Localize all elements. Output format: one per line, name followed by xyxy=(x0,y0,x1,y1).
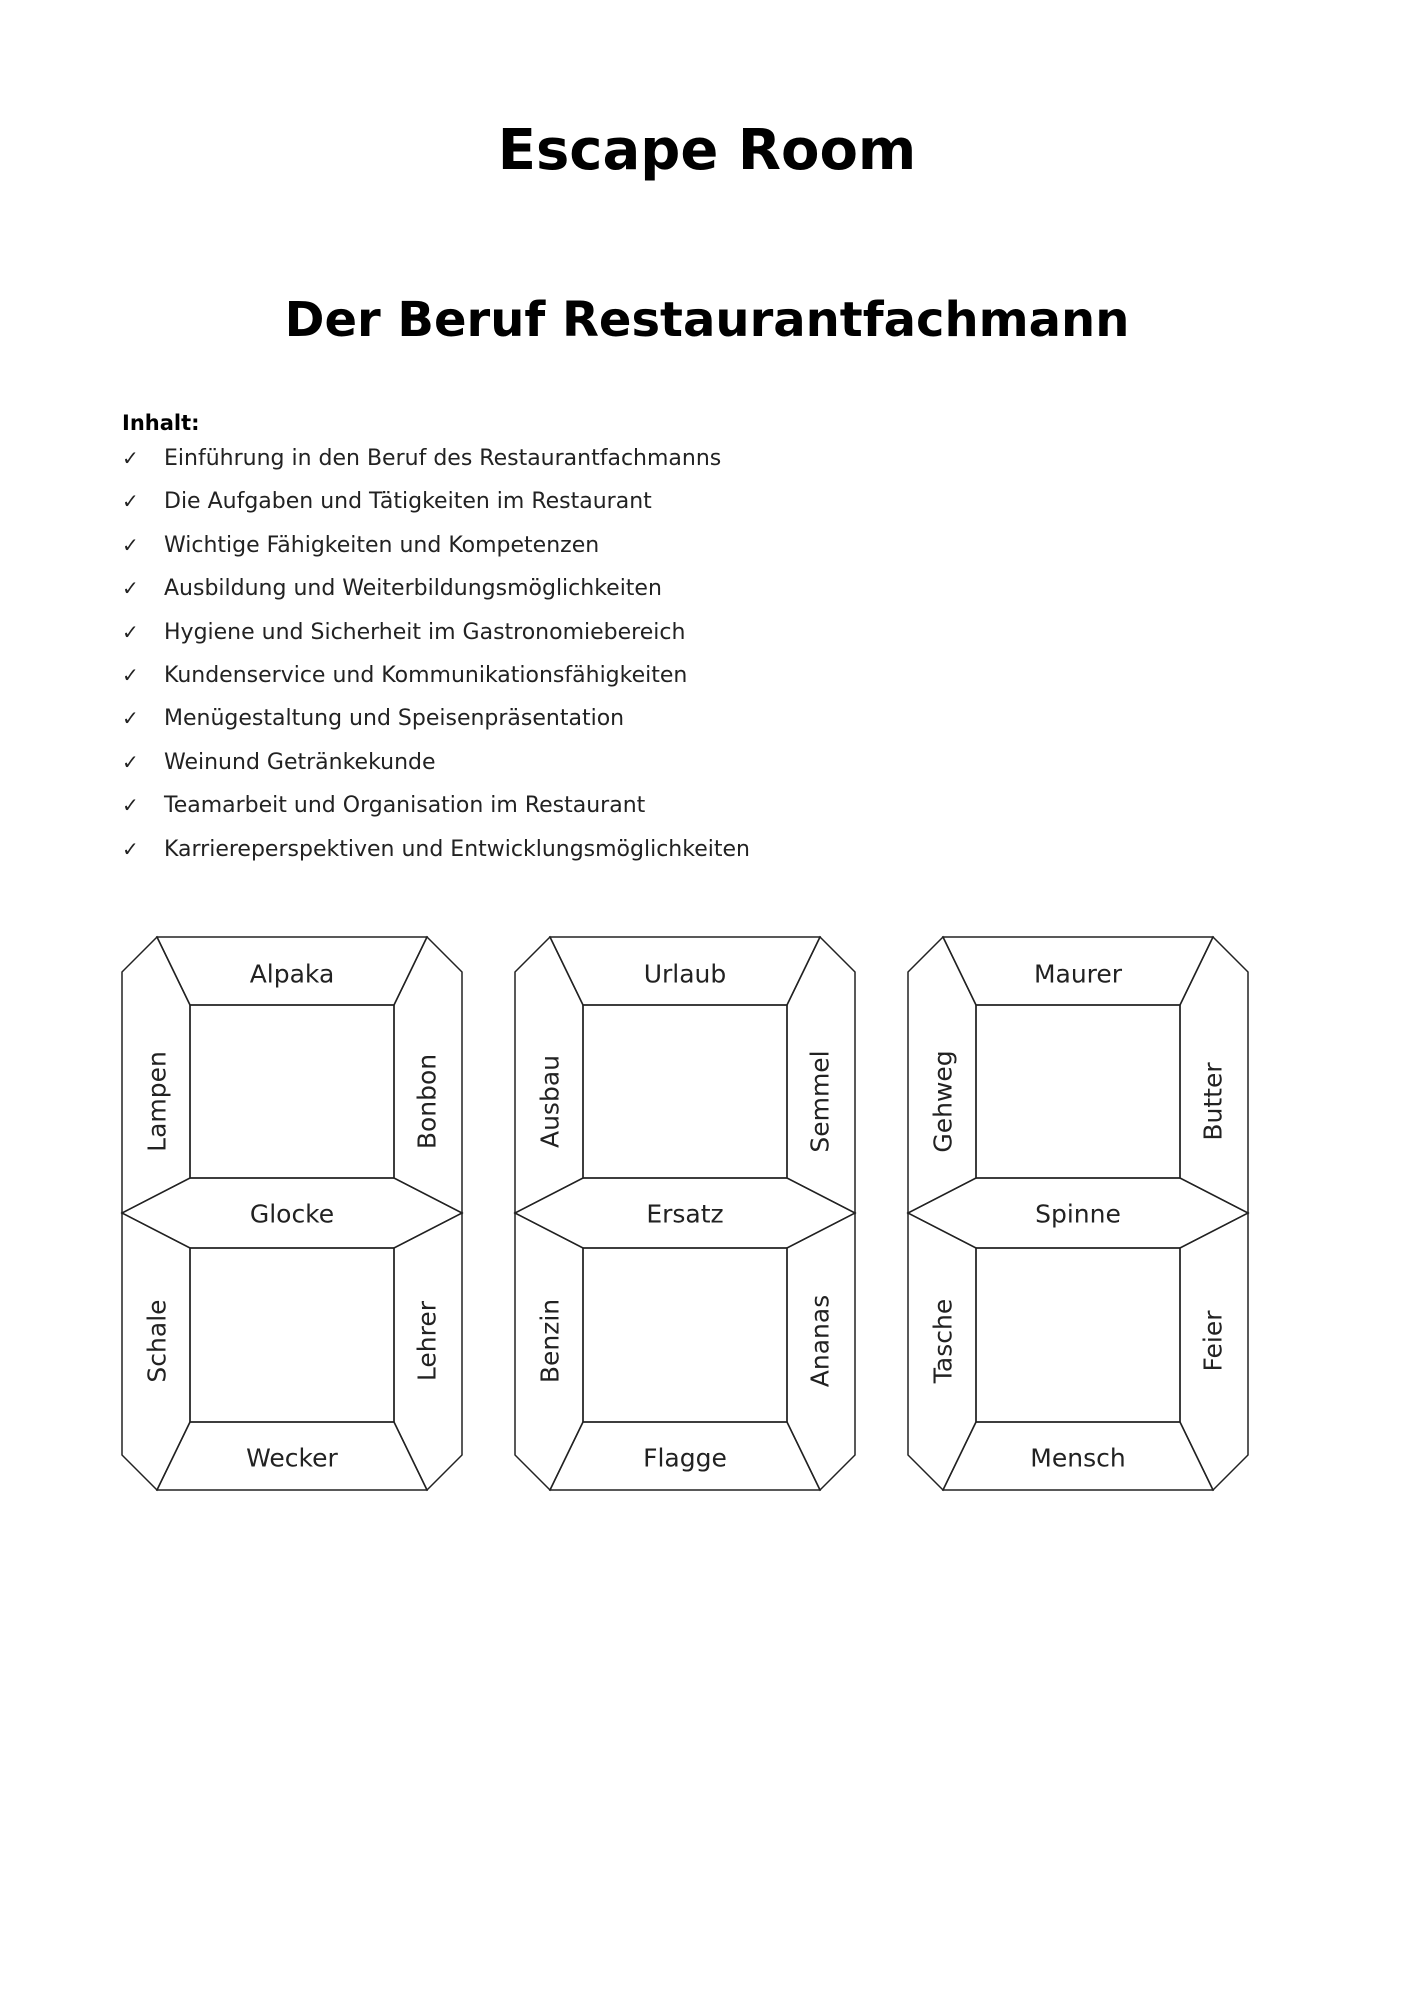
list-item-text: Einführung in den Beruf des Restaurantfachmanns xyxy=(164,446,722,471)
segment-label-bottom: Wecker xyxy=(246,1443,338,1473)
check-icon: ✓ xyxy=(122,446,139,470)
segment-label-lower-right: Feier xyxy=(1198,1310,1228,1372)
check-icon: ✓ xyxy=(122,576,139,601)
check-icon: ✓ xyxy=(122,619,139,644)
check-icon: ✓ xyxy=(122,662,139,687)
list-item-text: Teamarbeit und Organisation im Restaurant xyxy=(164,793,646,819)
segment-label-lower-right: Ananas xyxy=(805,1294,835,1388)
inner-box-lower xyxy=(976,1248,1180,1422)
segment-label-top: Maurer xyxy=(1033,959,1123,989)
list-item-text: Kundenservice und Kommunikationsfähigkeiten xyxy=(164,662,688,688)
segment-label-bottom: Mensch xyxy=(1030,1443,1126,1473)
segment-label-middle: Ersatz xyxy=(646,1199,724,1229)
list-item-text: Hygiene und Sicherheit im Gastronomiebereich xyxy=(164,619,686,645)
list-item-text: Die Aufgaben und Tätigkeiten im Restaurant xyxy=(164,489,652,515)
segment-label-upper-left: Gehweg xyxy=(928,1050,958,1153)
inner-box-upper xyxy=(190,1005,394,1178)
inner-box-upper xyxy=(976,1005,1180,1178)
segment-label-lower-right: Lehrer xyxy=(412,1300,442,1382)
segment-label-top: Urlaub xyxy=(643,959,727,989)
segment-label-top: Alpaka xyxy=(249,959,335,989)
contents-label: Inhalt: xyxy=(122,411,200,435)
segment-label-upper-left: Ausbau xyxy=(535,1054,565,1149)
inner-box-lower xyxy=(190,1248,394,1422)
list-item-text: Menügestaltung und Speisenpräsentation xyxy=(164,706,625,732)
check-icon: ✓ xyxy=(122,749,139,774)
segment-label-upper-right: Semmel xyxy=(805,1050,835,1153)
segment-label-bottom: Flagge xyxy=(643,1443,727,1473)
segment-label-middle: Glocke xyxy=(249,1199,335,1229)
segment-label-lower-left: Benzin xyxy=(535,1298,565,1384)
list-item-text: Weinund Getränkekunde xyxy=(164,749,436,775)
segment-label-lower-left: Schale xyxy=(142,1299,172,1383)
segment-label-upper-right: Bonbon xyxy=(412,1053,442,1150)
check-icon: ✓ xyxy=(122,532,139,557)
page-title: Escape Room xyxy=(497,118,917,183)
list-item-text: Karriereperspektiven und Entwicklungsmöglichkeiten xyxy=(164,836,750,862)
check-icon: ✓ xyxy=(122,489,139,514)
check-icon: ✓ xyxy=(122,793,139,818)
inner-box-lower xyxy=(583,1248,787,1422)
segment-label-middle: Spinne xyxy=(1035,1199,1121,1229)
segment-label-upper-right: Butter xyxy=(1198,1062,1228,1141)
check-icon: ✓ xyxy=(122,836,139,861)
segment-label-lower-left: Tasche xyxy=(928,1298,958,1384)
inner-box-upper xyxy=(583,1005,787,1178)
list-item-text: Ausbildung und Weiterbildungsmöglichkeiten xyxy=(164,576,662,602)
segment-label-upper-left: Lampen xyxy=(142,1051,172,1152)
list-item-text: Wichtige Fähigkeiten und Kompetenzen xyxy=(164,532,600,558)
check-icon: ✓ xyxy=(122,706,139,731)
page-subtitle: Der Beruf Restaurantfachmann xyxy=(284,292,1130,348)
